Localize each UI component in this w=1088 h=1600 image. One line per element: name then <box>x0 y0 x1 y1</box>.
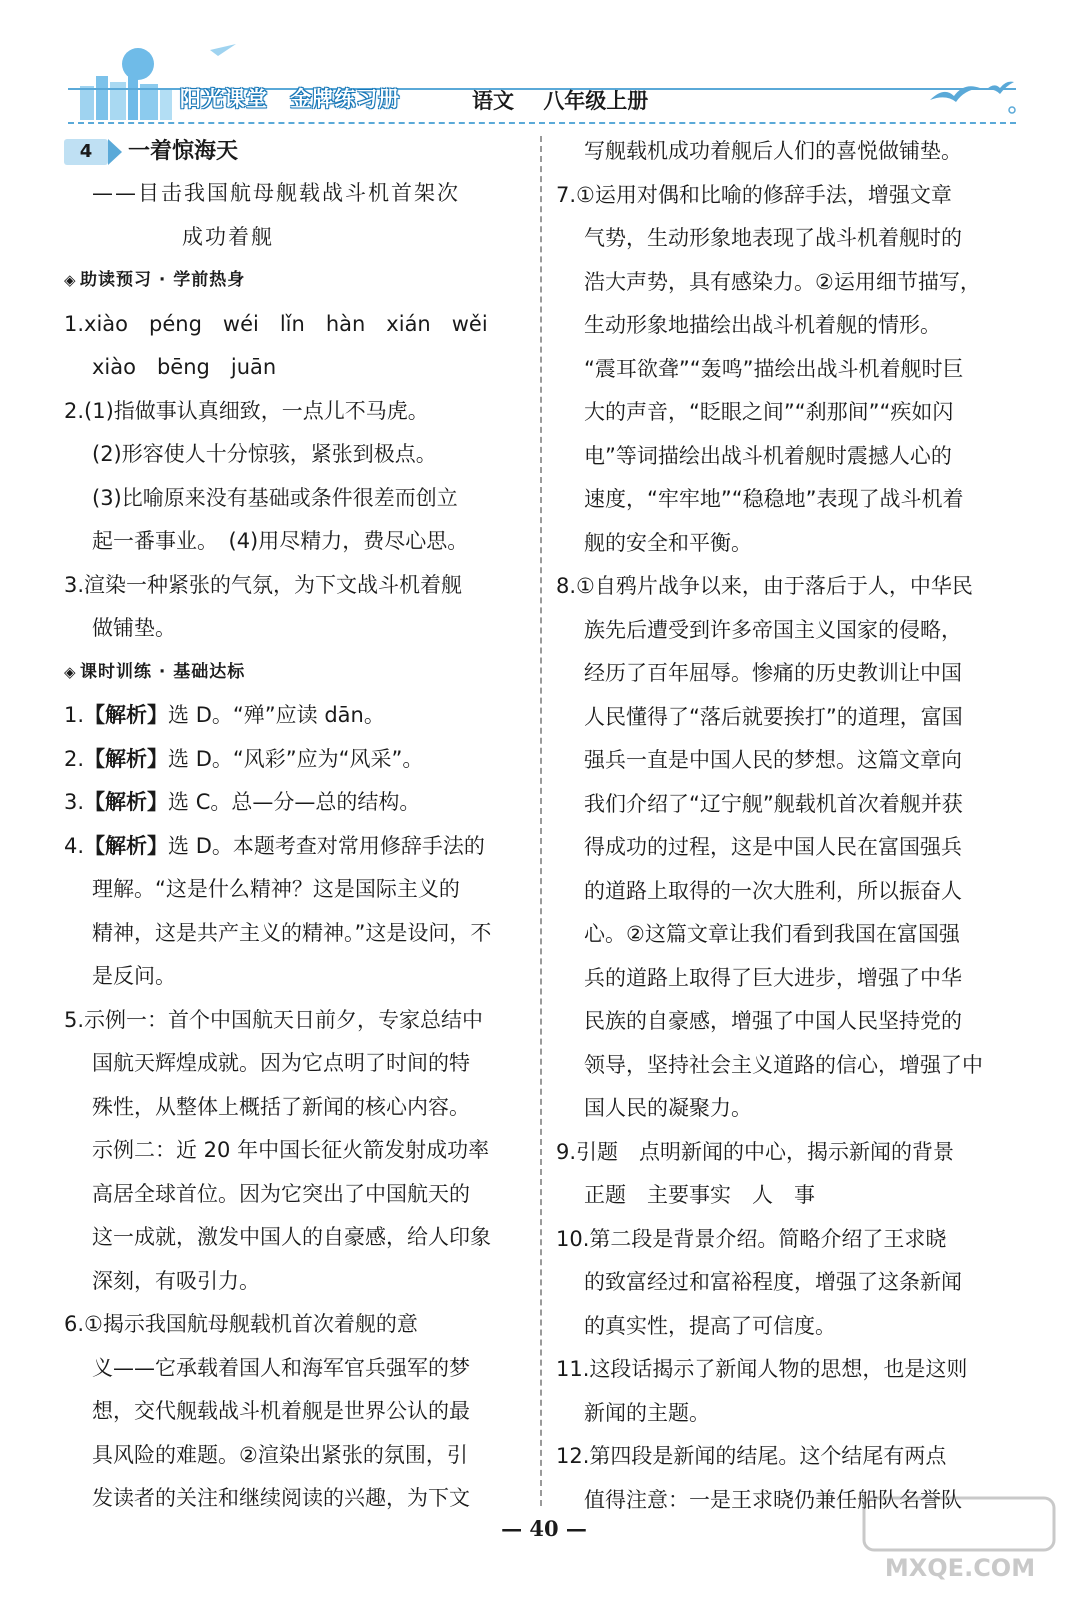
answer-line: “震耳欲聋”“轰鸣”描绘出战斗机着舰时巨 <box>584 356 964 381</box>
answer-line: 义——它承载着国人和海军官兵强军的梦 <box>92 1355 470 1380</box>
answer-line: 8.①自鸦片战争以来，由于落后于人，中华民 <box>556 574 973 598</box>
page-number: — 40 — <box>501 1516 587 1541</box>
answer-text: 选 C。总—分—总的结构。 <box>168 790 421 814</box>
right-column <box>556 130 1022 1522</box>
answer-line: 族先后遭受到许多帝国主义国家的侵略， <box>584 617 962 642</box>
answer-line: 经历了百年屈辱。惨痛的历史教训让中国 <box>584 661 962 685</box>
answer-line: 心。②这篇文章让我们看到我国在富国强 <box>584 922 960 946</box>
answer-line: 具风险的难题。②渲染出紧张的氛围，引 <box>92 1442 468 1467</box>
answer-line: 殊性，从整体上概括了新闻的核心内容。 <box>92 1094 470 1119</box>
answer-line: 7.①运用对偶和比喻的修辞手法，增强文章 <box>556 182 952 207</box>
answer-line <box>64 825 532 869</box>
answer-number: 4. <box>64 833 85 858</box>
page-header <box>60 40 1020 126</box>
grade-label: 八年级上册 <box>543 89 649 113</box>
answer-number: 2. <box>64 746 85 771</box>
column-divider <box>540 136 542 1506</box>
book-info <box>472 84 670 118</box>
lesson-subtitle: ——目击我国航母舰载战斗机首架次 <box>92 181 460 205</box>
answer-line: 国人民的凝聚力。 <box>584 1096 752 1120</box>
answer-text: 选 D。“风彩”应为“风采”。 <box>168 746 424 771</box>
answer-line: 人民懂得了“落后就要挨打”的道理，富国 <box>584 704 963 729</box>
section-heading-text: 课时训练 · 基础达标 <box>80 661 246 682</box>
answer-line: 是反问。 <box>92 964 176 988</box>
answer-line: 高居全球首位。因为它突出了中国航天的 <box>92 1181 470 1206</box>
answer-number: 3. <box>64 790 85 814</box>
answer-line: 电”等词描绘出战斗机着舰时震撼人心的 <box>584 443 952 468</box>
answer-line: 强兵一直是中国人民的梦想。这篇文章向 <box>584 748 962 772</box>
answer-line: (3)比喻原来没有基础或条件很差而创立 <box>92 485 458 510</box>
answer-line: 的致富经过和富裕程度，增强了这条新闻 <box>584 1270 962 1294</box>
answer-line: 做铺垫。 <box>92 616 176 640</box>
answer-number: 1. <box>64 703 85 727</box>
answer-line: 12.第四段是新闻的结尾。这个结尾有两点 <box>556 1444 947 1468</box>
answer-line: 精神，这是共产主义的精神。”这是设问，不 <box>92 920 492 945</box>
answer-line: 气势，生动形象地表现了战斗机着舰时的 <box>584 226 962 250</box>
section-heading-practice <box>64 651 532 695</box>
series-subname: 金牌练习册 <box>290 87 401 111</box>
answer-line: 的道路上取得的一次大胜利，所以振奋人 <box>584 878 962 903</box>
answer-line: 生动形象地描绘出战斗机着舰的情形。 <box>584 313 941 337</box>
section-heading-preview <box>64 259 532 303</box>
answer-line: 5.示例一：首个中国航天日前夕，专家总结中 <box>64 1007 484 1032</box>
answer-text: 选 D。本题考查对常用修辞手法的 <box>168 833 485 858</box>
answer-line: 正题 主要事实 人 事 <box>584 1183 815 1207</box>
answer-line: 想，交代舰载战斗机着舰是世界公认的最 <box>92 1399 470 1423</box>
answer-line: 发读者的关注和继续阅读的兴趣，为下文 <box>92 1486 470 1510</box>
answer-line: 1.xiào péng wéi lǐn hàn xián wěi <box>64 311 488 336</box>
answer-line: 兵的道路上取得了巨大进步，增强了中华 <box>584 965 962 990</box>
answer-line: 值得注意：一是王求晓仍兼任船队名誉队 <box>584 1487 962 1512</box>
answer-line: 6.①揭示我国航母舰载机首次着舰的意 <box>64 1312 418 1336</box>
answer-line <box>64 738 532 782</box>
answer-line: 舰的安全和平衡。 <box>584 530 752 555</box>
answer-line <box>64 694 532 738</box>
watermark-logo-icon <box>860 1490 1060 1590</box>
section-heading-text: 助读预习 · 学前热身 <box>80 270 246 290</box>
answer-line: 2.(1)指做事认真细致，一点儿不马虎。 <box>64 398 429 423</box>
answer-line: 民族的自豪感，增强了中国人民坚持党的 <box>584 1009 962 1033</box>
answer-line: 领导，坚持社会主义道路的信心，增强了中 <box>584 1052 983 1077</box>
answer-text: 选 D。“殚”应读 dān。 <box>168 703 385 727</box>
answer-line: 的真实性，提高了可信度。 <box>584 1313 836 1338</box>
series-title <box>180 82 414 116</box>
answer-line: 10.第二段是背景介绍。简略介绍了王求晓 <box>556 1226 947 1251</box>
answer-line: 浩大声势，具有感染力。②运用细节描写， <box>584 269 981 294</box>
analysis-tag: 【解析】 <box>84 703 169 727</box>
left-column <box>64 130 532 1521</box>
answer-line: 得成功的过程，这是中国人民在富国强兵 <box>584 835 962 859</box>
seagull-icon <box>920 66 1020 116</box>
watermark-text: MXQE.COM <box>884 1554 1036 1582</box>
answer-line: 大的声音，“眨眼之间”“刹那间”“疾如闪 <box>584 400 954 424</box>
series-name: 阳光课堂 <box>180 87 268 111</box>
answer-line: 起一番事业。 (4)用尽精力，费尽心思。 <box>92 529 469 553</box>
answer-line: 写舰载机成功着舰后人们的喜悦做铺垫。 <box>584 139 962 163</box>
lesson-title: 一着惊海天 <box>128 139 239 165</box>
answer-line: 11.这段话揭示了新闻人物的思想，也是这则 <box>556 1357 968 1381</box>
answer-line: 3.渲染一种紧张的气氛，为下文战斗机着舰 <box>64 572 463 597</box>
lesson-number-badge: 4 <box>64 139 108 165</box>
analysis-tag: 【解析】 <box>84 746 169 771</box>
answer-line: 我们介绍了“辽宁舰”舰载机首次着舰并获 <box>584 791 963 816</box>
answer-line: (2)形容使人十分惊骇，紧张到极点。 <box>92 442 437 466</box>
answer-line: 这一成就，激发中国人的自豪感，给人印象 <box>92 1225 491 1249</box>
answer-line: 新闻的主题。 <box>584 1400 710 1425</box>
chevron-right-icon <box>108 139 122 165</box>
diamond-bullet-icon: ◈ <box>64 271 77 289</box>
lesson-heading <box>64 132 532 172</box>
answer-line: 示例二：近 20 年中国长征火箭发射成功率 <box>92 1138 490 1162</box>
lesson-subtitle-cont: 成功着舰 <box>182 224 274 249</box>
subject-label: 语文 <box>472 89 514 113</box>
diamond-bullet-icon: ◈ <box>64 662 77 681</box>
answer-line: 9.引题 点明新闻的中心，揭示新闻的背景 <box>556 1139 955 1164</box>
answer-line: 国航天辉煌成就。因为它点明了时间的特 <box>92 1051 470 1075</box>
answer-line: 理解。“这是什么精神？这是国际主义的 <box>92 877 460 901</box>
answer-line: xiào bēng juān <box>92 355 277 379</box>
answer-line: 深刻，有吸引力。 <box>92 1268 260 1293</box>
analysis-tag: 【解析】 <box>84 833 169 858</box>
answer-line <box>64 781 532 825</box>
analysis-tag: 【解析】 <box>84 790 169 814</box>
answer-line: 速度，“牢牢地”“稳稳地”表现了战斗机着 <box>584 487 964 511</box>
